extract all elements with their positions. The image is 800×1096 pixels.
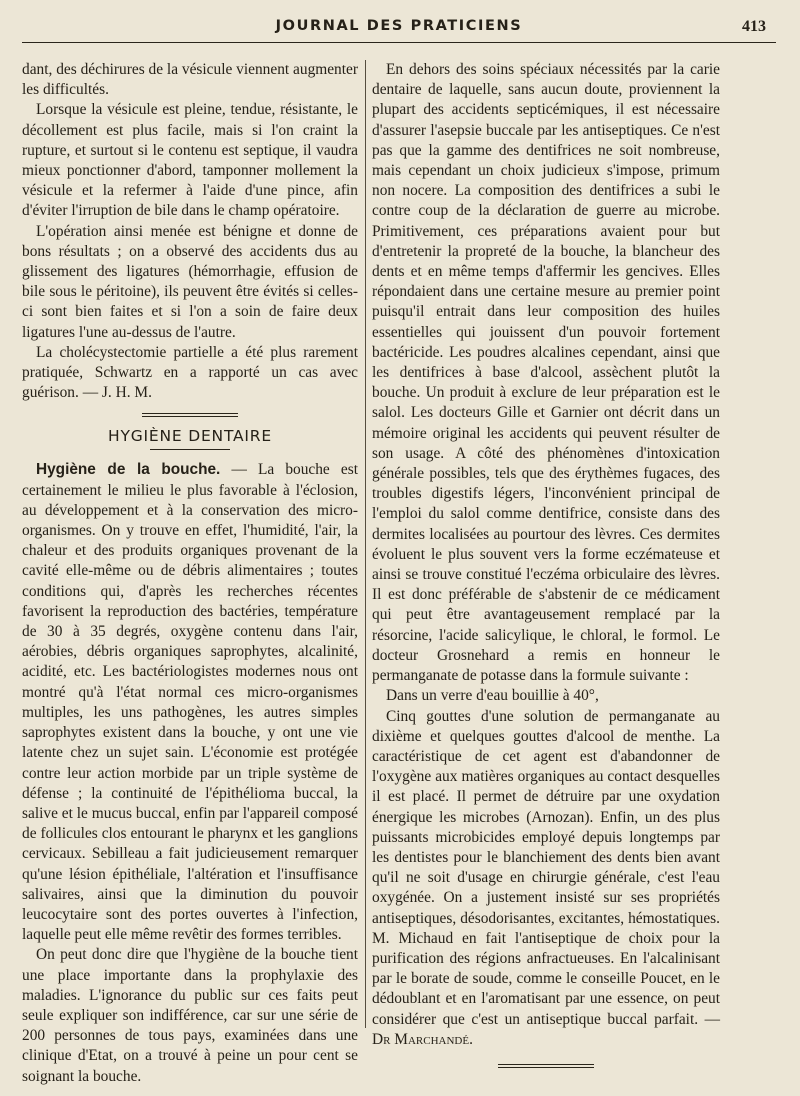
paragraph: On peut donc dire que l'hygiène de la bouche tient une place importante dans la prophylaxie des maladies. L'ignorance du public sur ces faits peut seule expliquer son indifférence, car sur une série de 200 personnes de tous pays, examinées dans une clinique d'Etat, on a trouvé à peine un pour cent se soignant la bouche. — [22, 946, 358, 1085]
section-underline — [150, 449, 230, 450]
section-divider — [142, 413, 238, 417]
author-signature: Dr Marchandé. — [372, 1030, 473, 1048]
signed-paragraph — [372, 707, 720, 1050]
column-divider — [365, 60, 366, 1028]
article-lead: Hygiène de la bouche. — [36, 461, 221, 479]
left-column — [22, 60, 358, 1087]
section-title: HYGIÈNE DENTAIRE — [108, 427, 272, 446]
article-paragraph — [22, 460, 358, 945]
header-rule — [22, 42, 776, 43]
right-column — [372, 60, 720, 1070]
paragraph: En dehors des soins spéciaux nécessités par la carie dentaire de laquelle, sans aucun doute, proviennent la plupart des accidents septicémiques, il est nécessaire d'assurer l'asepsie buccale par les antiseptiques. Ce n'est pas que la gamme des dentifrices ne soit nombreuse, mais cependant un choix judicieux s'impose, primum non nocere. La composition des dentifrices a subi le contre coup de la déclaration de guerre au microbe. Primitivement, ces préparations avaient pour but d'entretenir la propreté de la bouche, la blancheur des dents et en même temps d'affermir les gencives. Elles répondaient dans une certaine mesure au premier point puisqu'il entrait dans leur composition des huiles essentielles qui jouissent d'un pouvoir fortement bactéricide. Les poudres alcalines cependant, ainsi que les dentifrices à base d'alcool, assèchent plutôt la bouche. Un produit à exclure de leur préparation est le salol. Les docteurs Gille et Garnier ont décrit dans un mémoire original les accidents qui peuvent résulter de son usage. A côté des phénomènes d'intoxication générale possibles, tels que des érythèmes fugaces, des troubles digestifs légers, l'inconvénient principal de l'emploi du salol comme dentifrice, consiste dans des dermites localisées au pourtour des lèvres. Ces dermites évoluent le plus souvent vers la forme eczémateuse et ainsi se trouve constitué l'eczéma orbiculaire des lèvres. Il est donc préférable de s'abstenir de ce médicament qui peut être avantageusement remplacé par la résorcine, l'acide salicylique, le chloral, le formol. Le docteur Grosnehard a remis en honneur le permanganate de potasse dans la formule suivante : — [372, 61, 720, 685]
running-title: JOURNAL DES PRATICIENS — [275, 18, 523, 34]
paragraph: L'opération ainsi menée est bénigne et donne de bons résultats ; on a observé des accidents dus au glissement des ligatures (hémorrhagie, effusion de bile sous le péritoine), ils peuvent être évités si celles-ci sont bien faites et si l'on a soin de faire deux ligatures l'une au-dessus de l'autre. — [22, 222, 358, 341]
paragraph-text: Cinq gouttes d'une solution de permanganate au dixième et quelques gouttes d'alcool de menthe. La caractéristique de cet agent est d'abandonner de l'oxygène aux matières organiques au contact desquelles il est placé. Il permet de détruire par une oxydation énergique les microbes (Arnozan). Enfin, un des plus puissants microbicides employé depuis longtemps par les dentistes pour le blanchiement des dents bien avant qu'il ne soit d'usage en chirurgie générale, c'est l'eau oxygénée. On a justement insisté sur ses propriétés antiseptiques, désodorisantes, excitantes, hémostatiques. M. Michaud en fait l'antiseptique de choix pour la purification des régions anfractueuses. En l'alcalinisant par le borate de soude, comme le conseille Poucet, en le dédoublant et en l'aromatisant par une essence, on peut considérer que c'est un antiseptique buccal parfait. — — [372, 707, 720, 1028]
formula-line: Dans un verre d'eau bouillie à 40°, — [386, 687, 599, 705]
page-header — [22, 14, 776, 46]
end-divider — [498, 1064, 594, 1068]
paragraph: dant, des déchirures de la vésicule viennent augmenter les difficultés. — [22, 61, 358, 99]
page-number: 413 — [742, 18, 766, 35]
paragraph: La cholécystectomie partielle a été plus rarement pratiquée, Schwartz en a rapporté un cas avec guérison. — J. H. M. — [22, 343, 358, 402]
paragraph: Lorsque la vésicule est pleine, tendue, résistante, le décollement est plus facile, mais si l'on craint la rupture, et surtout si le contenu est septique, il vaudra mieux ponctionner d'abord, tamponner mollement la vésicule et la refermer à l'aide d'une pince, afin d'éviter l'irruption de bile dans le champ opératoire. — [22, 101, 358, 220]
article-text: — La bouche est certainement le milieu le plus favorable à l'éclosion, au développement et à la conservation des micro-organismes. On y trouve en effet, l'humidité, l'air, la chaleur et des produits organiques provenant de la cavité elle-même ou de débris alimentaires ; toutes conditions qui, d'après les recherches récentes favorisent la reproduction des bactéries, température de 30 à 35 degrés, oxygène contenu dans l'air, aérobies, débris organiques saprophytes, alcalinité, acidité, etc. Les bactériologistes modernes nous ont montré qu'à l'état normal ces micro-organismes multiples, les uns pathogènes, les autres simples saprophytes existent dans la bouche, y ont une vie latente chez un sujet sain. L'économie est protégée contre leur action morbide par un triple système de défense ; la continuité de l'épithélioma buccal, la salive et le mucus buccal, enfin par l'appareil composé de follicules clos entourant le pharynx et les ganglions cervicaux. Sebilleau a fait judicieusement remarquer qu'une lésion épithéliale, l'altération et l'insuffisance salivaires, ainsi que la diminution du pouvoir leucocytaire sont des portes ouvertes à l'infection, laquelle peut elle même revêtir des formes terribles. — [22, 461, 358, 944]
